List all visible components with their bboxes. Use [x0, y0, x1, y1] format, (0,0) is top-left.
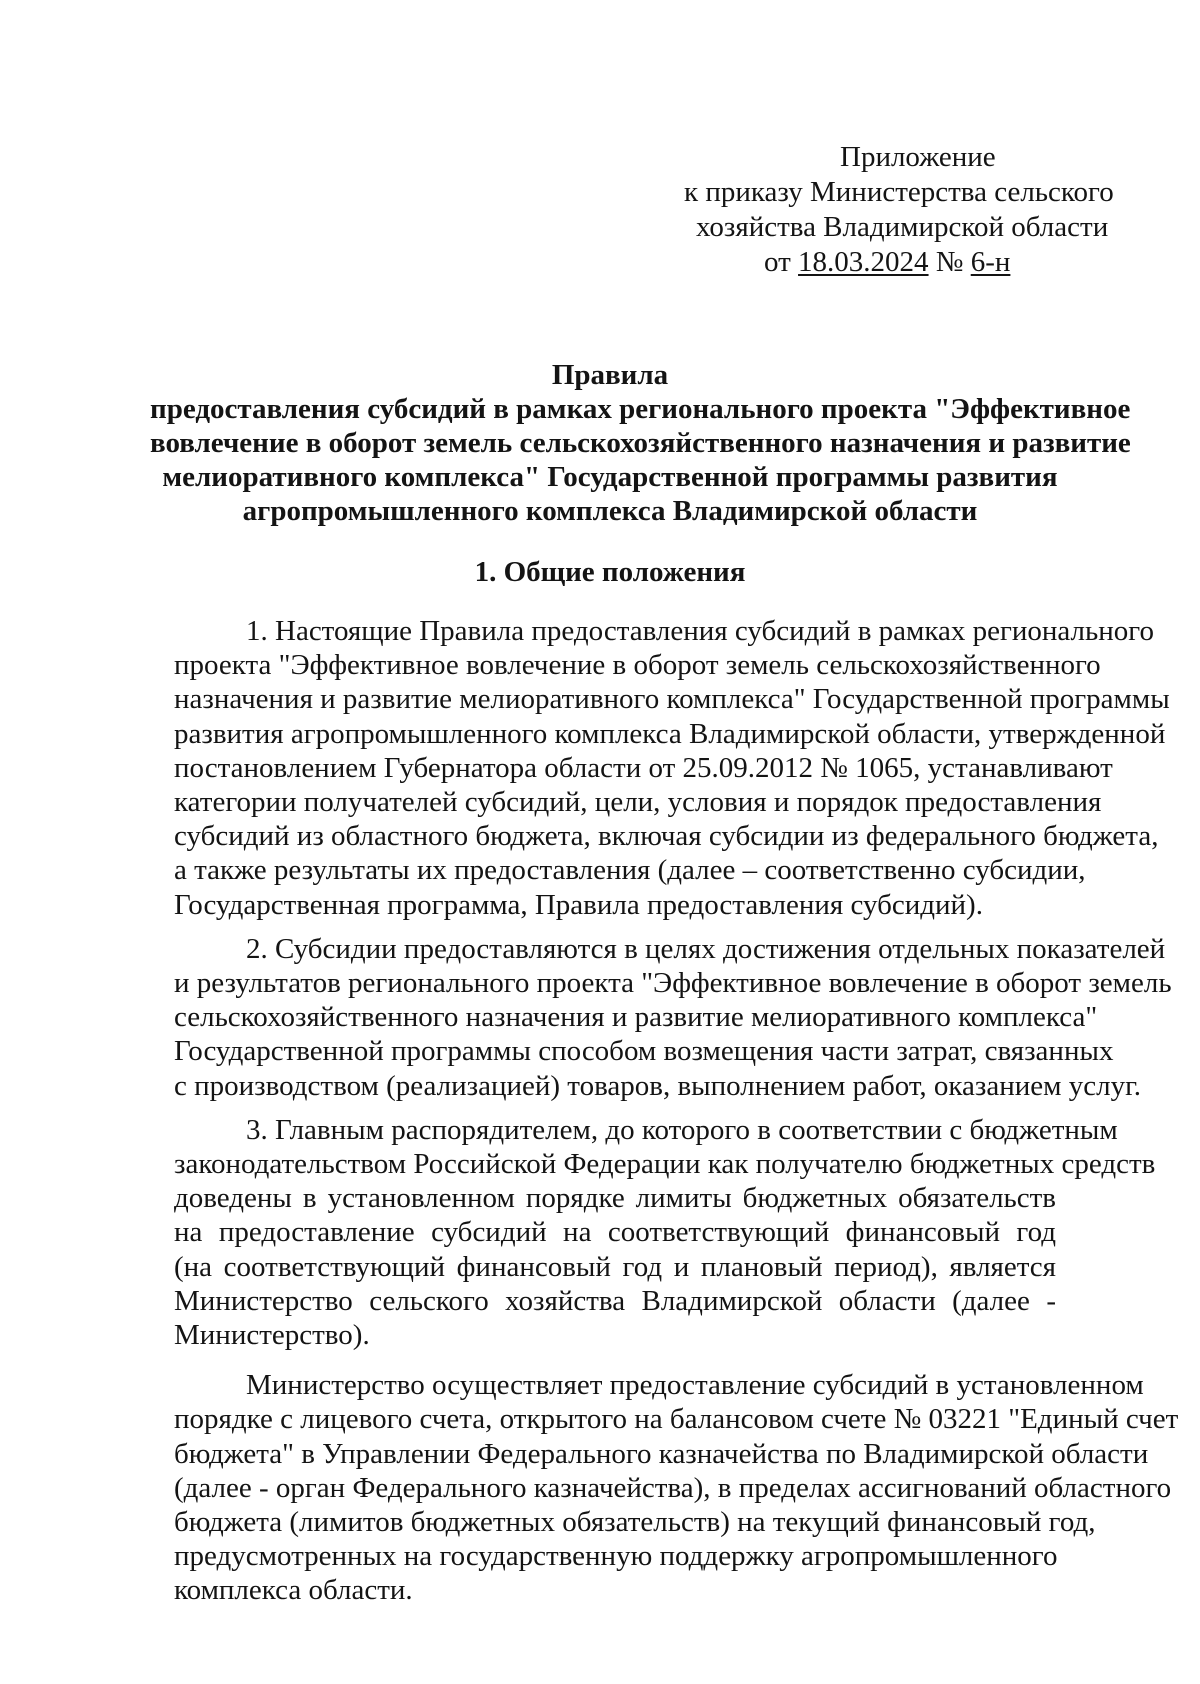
appendix-number-sign: № — [935, 246, 964, 278]
appendix-date: 18.03.2024 — [798, 246, 929, 278]
paragraph-line: законодательством Российской Федерации как получателю бюджетных средств — [174, 1148, 1156, 1181]
paragraph-line: назначения и развитие мелиоративного комплекса" Государственной программы — [174, 683, 1170, 716]
paragraph-line: (на соответствующий финансовый год и плановый период), является — [174, 1250, 1056, 1283]
appendix-line-2: к приказу Министерства сельского — [684, 176, 1114, 208]
document-body — [174, 614, 1179, 1618]
title-line-2: предоставления субсидий в рамках регионального проекта "Эффективное — [150, 393, 1131, 425]
paragraph-line: на предоставление субсидий на соответствующий финансовый год — [174, 1216, 1056, 1249]
paragraph-line: бюджета (лимитов бюджетных обязательств) на текущий финансовый год, — [174, 1506, 1096, 1539]
paragraph-line: (далее - орган Федерального казначейства), в пределах ассигнований областного — [174, 1471, 1172, 1504]
paragraph-line: 1. Настоящие Правила предоставления субсидий в рамках регионального — [246, 615, 1154, 647]
title-line-1: Правила — [551, 359, 669, 391]
paragraph-1 — [174, 614, 1170, 922]
paragraph-line: проекта "Эффективное вовлечение в оборот земель сельскохозяйственного — [174, 649, 1101, 682]
section-heading: 1. Общие положения — [474, 556, 746, 588]
title-line-3: вовлечение в оборот земель сельскохозяйственного назначения и развитие — [150, 427, 1131, 459]
paragraph-3 — [174, 1113, 1156, 1352]
paragraph-line: Министерство сельского хозяйства Владимирской области (далее - — [174, 1284, 1056, 1317]
title-line-4: мелиоративного комплекса" Государственной программы развития — [162, 461, 1058, 493]
paragraph-line: субсидий из областного бюджета, включая субсидии из федерального бюджета, — [174, 820, 1159, 853]
appendix-date-line — [640, 245, 1120, 280]
paragraph-line: с производством (реализацией) товаров, выполнением работ, оказанием услуг. — [174, 1069, 1141, 1102]
appendix-date-prefix: от — [764, 246, 791, 278]
title-line-5: агропромышленного комплекса Владимирской области — [242, 495, 978, 527]
appendix-header — [640, 140, 1120, 280]
paragraph-line: доведены в установленном порядке лимиты бюджетных обязательств — [174, 1182, 1056, 1215]
paragraph-line: 3. Главным распорядителем, до которого в соответствии с бюджетным — [246, 1113, 1118, 1146]
paragraph-line: комплекса области. — [174, 1574, 413, 1607]
paragraph-line: постановлением Губернатора области от 25.09.2012 № 1065, устанавливают — [174, 751, 1113, 784]
paragraph-line: сельскохозяйственного назначения и развитие мелиоративного комплекса" — [174, 1001, 1098, 1034]
paragraph-2 — [174, 932, 1172, 1103]
paragraph-line: Министерство осуществляет предоставление субсидий в установленном — [246, 1369, 1144, 1402]
appendix-line-3: хозяйства Владимирской области — [696, 211, 1109, 243]
paragraph-line: и результатов регионального проекта "Эффективное вовлечение в оборот земель — [174, 967, 1172, 1000]
paragraph-line: Государственная программа, Правила предоставления субсидий). — [174, 888, 983, 921]
paragraph-line: развития агропромышленного комплекса Владимирской области, утвержденной — [174, 717, 1166, 750]
paragraph-line: Государственной программы способом возмещения части затрат, связанных — [174, 1035, 1114, 1068]
appendix-number: 6-н — [970, 246, 1011, 278]
paragraph-line: 2. Субсидии предоставляются в целях достижения отдельных показателей — [246, 932, 1166, 965]
paragraph-line: Министерство). — [174, 1319, 370, 1352]
paragraph-line: бюджета" в Управлении Федерального казначейства по Владимирской области — [174, 1437, 1149, 1470]
paragraph-line: категории получателей субсидий, цели, условия и порядок предоставления — [174, 786, 1102, 819]
document-title — [150, 358, 1131, 528]
paragraph-4 — [174, 1368, 1179, 1607]
appendix-line-1: Приложение — [840, 141, 996, 173]
paragraph-line: а также результаты их предоставления (далее – соответственно субсидии, — [174, 854, 1086, 887]
paragraph-line: предусмотренных на государственную поддержку агропромышленного — [174, 1540, 1058, 1573]
paragraph-line: порядке с лицевого счета, открытого на балансовом счете № 03221 "Единый счет — [174, 1403, 1179, 1436]
